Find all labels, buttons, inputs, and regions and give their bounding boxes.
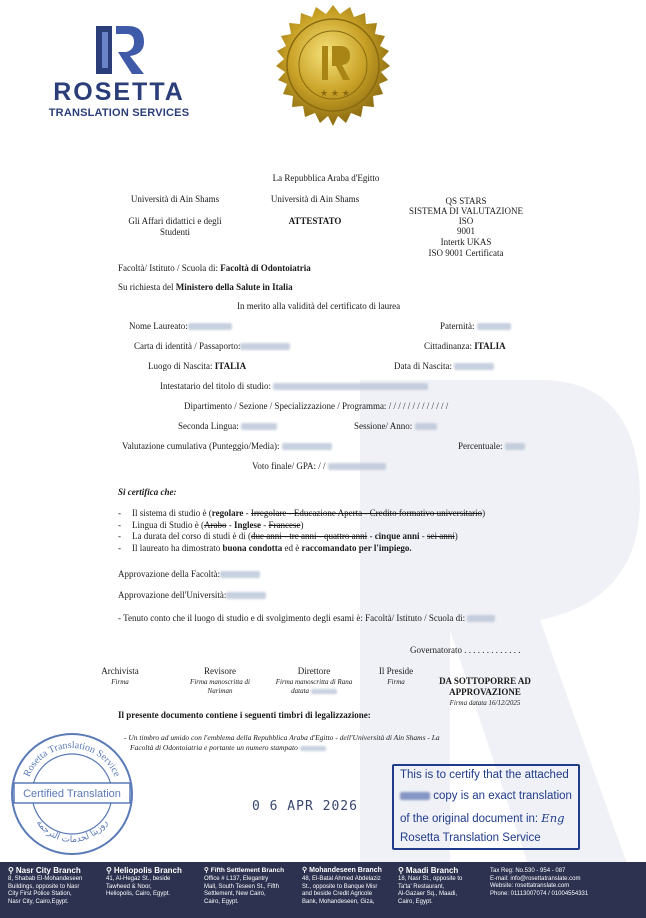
- branch4-title: Mohandeseen Branch: [309, 867, 382, 874]
- timbro-line2: [130, 742, 326, 753]
- branch4-line3: and beside Credit Agricole: [302, 891, 373, 898]
- facolta-label: Facoltà/ Istituto / Scuola di:: [118, 263, 218, 273]
- item2-sep1: -: [226, 519, 234, 530]
- carta-label: Carta di identità / Passaporto:: [134, 341, 241, 351]
- approvazione-univ-label: Approvazione dell'Università:: [118, 590, 227, 600]
- location-pin-icon: ⚲: [204, 867, 209, 874]
- branch3-title: Fifth Settlement Branch: [210, 867, 285, 874]
- footer-branch-fifth: [204, 866, 284, 906]
- branch4-line2: St., opposite to Banque Misr: [302, 883, 378, 890]
- footer-branch-heliopolis: [106, 866, 182, 899]
- cittadinanza-label: Cittadinanza:: [424, 341, 472, 351]
- redacted-holder: [273, 383, 428, 390]
- sig-direttore-datata: datata: [291, 687, 310, 695]
- intertek-ukas: Intertk UKAS: [440, 237, 492, 247]
- sig-revisore-firma: Firma manoscritta di: [190, 678, 250, 686]
- data-nascita-label: Data di Nascita:: [394, 361, 452, 371]
- item3-struck-sei: sei anni: [426, 531, 455, 541]
- logo-subtitle: TRANSLATION SERVICES: [48, 107, 190, 119]
- percentuale: [458, 441, 525, 452]
- sig-revisore: Revisore: [204, 666, 236, 676]
- voto-finale: [252, 461, 386, 472]
- redacted-gpa: [328, 463, 386, 470]
- intestatario-label: Intestatario del titolo di studio:: [160, 381, 271, 391]
- iso-number: 9001: [457, 226, 475, 236]
- item1-struck: Irregolare - Educazione Aperta - Credito formativo universitario: [250, 508, 483, 518]
- box-line2-a: copy is an: [433, 790, 485, 802]
- footer-branch-nasr: [8, 866, 82, 906]
- item3-close: ): [454, 531, 458, 541]
- branch1-line1: 8, Shabab El-Mohandeseen: [8, 876, 83, 882]
- date-stamp: 0 6 APR 2026: [252, 799, 358, 814]
- item2-close: ): [300, 519, 304, 530]
- sig-preside-firma: Firma: [387, 678, 405, 686]
- item4-mid: ed è: [282, 542, 302, 553]
- da-sottoporre-1: DA SOTTOPORRE AD: [439, 676, 531, 686]
- branch5-line4: Cairo, Egypt.: [398, 898, 433, 905]
- richiesta-line: [118, 282, 293, 293]
- branch2-line3: Heliopolis, Cairo, Egypt.: [106, 891, 171, 898]
- timbro-text1: Un timbro ad umido con l'emblema della Repubblica Araba d'Egitto - dell'Università di Ain Shams - La: [128, 733, 440, 742]
- rosetta-logo-mark: [88, 22, 148, 78]
- merito-line: In merito alla validità del certificato di laurea: [237, 301, 401, 311]
- cert-arabic-text: روزيتا لخدمات الترجمة: [33, 818, 111, 846]
- carta-identita: [134, 341, 290, 352]
- dipartimento: [184, 401, 448, 412]
- item1-close: ): [482, 508, 486, 518]
- logo-title: ROSETTA: [53, 78, 185, 106]
- cert-ring-text: Rosetta Translation Service: [21, 739, 123, 779]
- nome-label: Nome Laureato:: [129, 321, 188, 331]
- certification-list: [118, 508, 558, 554]
- percentuale-label: Percentuale:: [458, 441, 503, 451]
- gold-seal: [262, 4, 404, 146]
- box-line1: This is to certify that the attached: [400, 769, 569, 781]
- redacted-birthdate: [454, 363, 494, 370]
- approvazione-facolta: [118, 569, 260, 580]
- item3-selected: cinque anni: [374, 531, 420, 541]
- footer-branch-mohandeseen: [302, 866, 382, 906]
- iso-label: ISO: [458, 216, 474, 226]
- box-line2-b: exact translation: [488, 790, 572, 802]
- location-pin-icon: ⚲: [302, 867, 308, 874]
- paternita-label: Paternità:: [440, 321, 475, 331]
- branch1-line2: Buildings, opposite to Nasr: [8, 883, 80, 890]
- presente-documento: Il presente documento contiene i seguenti timbri di legalizzazione:: [118, 710, 371, 720]
- item1-selected: regolare: [211, 508, 244, 518]
- redacted-percent: [505, 443, 525, 450]
- item2-text: Lingua di Studio è (: [132, 519, 204, 530]
- mid-university: Università di Ain Shams: [270, 194, 360, 204]
- certified-translation-stamp: [8, 730, 136, 858]
- branch2-line2: Tawheed & Noor,: [106, 883, 152, 890]
- branch5-line3: Al-Gazaer Sq., Maadi,: [398, 891, 458, 898]
- cittadinanza: [424, 341, 506, 352]
- footer-branch-maadi: [398, 866, 462, 906]
- da-sottoporre-2: APPROVAZIONE: [449, 687, 521, 697]
- redacted-stamp-number: [300, 746, 326, 751]
- tenuto-conto: [118, 613, 495, 624]
- footer-tax: Tax Reg: No.530 - 954 - 087: [490, 868, 566, 874]
- item1-text: Il sistema di studio è (: [132, 508, 212, 518]
- branch4-line4: Bank, Mohandeseen, Giza,: [302, 898, 375, 905]
- box-line2: [400, 790, 572, 802]
- item2-struck-arabo: Arabo: [204, 519, 227, 530]
- footer: [0, 862, 646, 918]
- item3-text: La durata del corso di studi è di (: [132, 531, 251, 541]
- redacted-faculty-approval: [220, 571, 260, 578]
- facolta-line: [118, 263, 311, 274]
- luogo-value: ITALIA: [214, 361, 247, 371]
- branch5-line2: Ta'ta' Restaurant,: [398, 883, 445, 890]
- footer-phone: Phone: 01113007074 / 01004554331: [490, 890, 589, 897]
- voto-label: Voto finale/ GPA: / /: [252, 461, 326, 471]
- intestatario: [160, 381, 428, 392]
- sistema-valutazione: SISTEMA DI VALUTAZIONE: [409, 206, 523, 216]
- list-item: - Lingua di Studio è (Arabo - Inglese - Francese): [118, 519, 304, 530]
- branch3-line1: Office # L137, Elegantry: [204, 876, 269, 882]
- branch2-title: Heliopolis Branch: [113, 866, 182, 875]
- sig-direttore-date: [262, 686, 366, 697]
- list-item: - La durata del corso di studi è di (due anni - tre anni - quattro anni - cinque anni - sei anni): [118, 531, 458, 541]
- branch5-line1: 18, Nasr St., opposite to: [398, 876, 463, 882]
- country-name: La Repubblica Araba d'Egitto: [272, 173, 380, 183]
- rosetta-logo: [24, 22, 214, 122]
- left-dept-line2: Studenti: [159, 227, 190, 237]
- footer-email: E-mail: info@rosettatranslate.com: [490, 875, 581, 882]
- tenuto-conto-text: - Tenuto conto che il luogo di studio e di svolgimento degli esami è: Facoltà/ Istituto / Scuola di:: [118, 613, 466, 623]
- luogo-nascita: [148, 361, 246, 372]
- redacted-session: [415, 423, 437, 430]
- footer-contact: [490, 868, 588, 898]
- data-nascita: [394, 361, 494, 372]
- item4-condotta: buona condotta: [222, 542, 283, 553]
- iso-certificata: ISO 9001 Certificata: [428, 248, 504, 258]
- dipartimento-label: Dipartimento / Sezione / Specializzazione / Programma:: [184, 401, 387, 411]
- seconda-lingua: [178, 421, 277, 432]
- qs-stars: QS STARS: [445, 196, 487, 206]
- branch5-title: Maadi Branch: [405, 866, 459, 875]
- item4-text: Il laureato ha dimostrato: [132, 542, 223, 553]
- box-handwriting-scribble: [400, 792, 430, 800]
- sessione-label: Sessione/ Anno:: [354, 421, 413, 431]
- item3-struck: due anni - tre anni - quattro anni: [250, 531, 368, 541]
- sessione-anno: [354, 421, 437, 432]
- branch4-line1: 48, El-Batal Ahmed Abdelaziz: [302, 876, 381, 882]
- timbro-text2: Facoltà di Odontoiatria e portante un numero stampato: [130, 743, 298, 752]
- approvazione-facolta-label: Approvazione della Facoltà:: [118, 569, 220, 579]
- item3-sep1: -: [367, 531, 375, 541]
- sig-revisore-name: Nariman: [207, 687, 233, 695]
- item4-raccomandato: raccomandato per l'impiego.: [301, 542, 412, 553]
- svg-text:★ ★ ★: ★ ★ ★: [320, 89, 350, 99]
- footer-website: Website: rosettatranslate.com: [490, 883, 570, 890]
- richiesta-value: Ministero della Salute in Italia: [175, 282, 293, 292]
- item2-sep2: -: [261, 519, 269, 530]
- branch2-line1: 41, Al-Hegaz St., beside: [106, 876, 171, 882]
- sig-direttore-firma: Firma manoscritta di Rana: [275, 678, 353, 686]
- item1-sep: -: [243, 508, 251, 518]
- seconda-lingua-label: Seconda Lingua:: [178, 421, 239, 431]
- sig-direttore: Direttore: [297, 666, 331, 676]
- redacted-direttore-date: [311, 689, 337, 694]
- box-line4: Rosetta Translation Service: [400, 832, 541, 844]
- branch1-line3: City First Police Station,: [8, 891, 72, 898]
- box-line3-lang: Eng: [541, 811, 565, 825]
- approvazione-universita: [118, 590, 266, 601]
- valutazione-label: Valutazione cumulativa (Punteggio/Media):: [122, 441, 280, 451]
- location-pin-icon: ⚲: [398, 866, 404, 875]
- item2-struck-francese: Francese: [268, 519, 301, 530]
- valutazione: [122, 441, 332, 452]
- facolta-value: Facoltà di Odontoiatria: [220, 263, 311, 273]
- left-university: Università di Ain Shams: [130, 194, 220, 204]
- si-certifica: Si certifica che:: [118, 487, 177, 497]
- governatorato: Governatorato . . . . . . . . . . . . .: [410, 645, 521, 655]
- sig-archivista: Archivista: [101, 666, 139, 676]
- location-pin-icon: ⚲: [8, 866, 14, 875]
- cert-center-text: Certified Translation: [23, 788, 121, 800]
- branch1-line4: Nasr City, Cairo,Egypt.: [8, 898, 69, 905]
- attestato-title: ATTESTATO: [288, 216, 342, 226]
- nome-laureato: [129, 321, 232, 332]
- redacted-school: [467, 615, 495, 622]
- list-item: - Il sistema di studio è (regolare - Irregolare - Educazione Aperta - Credito formativo universitario): [118, 508, 486, 518]
- list-item: - Il laureato ha dimostrato buona condotta ed è raccomandato per l'impiego.: [118, 542, 412, 553]
- branch3-line3: Settlement, New Cairo,: [204, 891, 266, 898]
- item2-selected: Inglese: [234, 519, 261, 530]
- svg-text:روزيتا لخدمات الترجمة: [34, 818, 110, 845]
- branch3-line2: Mall, South Teseen St., Fifth: [204, 883, 279, 890]
- sig-archivista-firma: Firma: [111, 678, 129, 686]
- redacted-name: [188, 323, 232, 330]
- left-dept-line1: Gli Affari didattici e degli: [128, 216, 222, 226]
- cittadinanza-value: ITALIA: [474, 341, 506, 351]
- location-pin-icon: ⚲: [106, 866, 112, 875]
- richiesta-label: Su richiesta del: [118, 282, 174, 292]
- sig-preside: Il Preside: [378, 666, 414, 676]
- redacted-score: [282, 443, 332, 450]
- branch3-line4: Cairo, Egypt.: [204, 898, 239, 905]
- dipartimento-value: / / / / / / / / / / / / /: [388, 401, 449, 411]
- branch1-title: Nasr City Branch: [15, 866, 81, 875]
- item3-sep2: -: [419, 531, 427, 541]
- redacted-passport: [240, 343, 290, 350]
- box-line3-text: of the original document in:: [400, 813, 539, 825]
- timbro-line1: - Un timbro ad umido con l'emblema della Repubblica Araba d'Egitto - dell'Università di Ain Shams - La: [124, 733, 440, 742]
- paternita: [440, 321, 511, 332]
- box-line3: [400, 811, 564, 825]
- redacted-univ-approval: [226, 592, 266, 599]
- redacted-paternita: [477, 323, 511, 330]
- certification-box-stamp: [392, 764, 580, 850]
- luogo-label: Luogo di Nascita:: [148, 361, 213, 371]
- firma-datata: Firma datata 16/12/2025: [449, 699, 521, 707]
- redacted-second-language: [241, 423, 277, 430]
